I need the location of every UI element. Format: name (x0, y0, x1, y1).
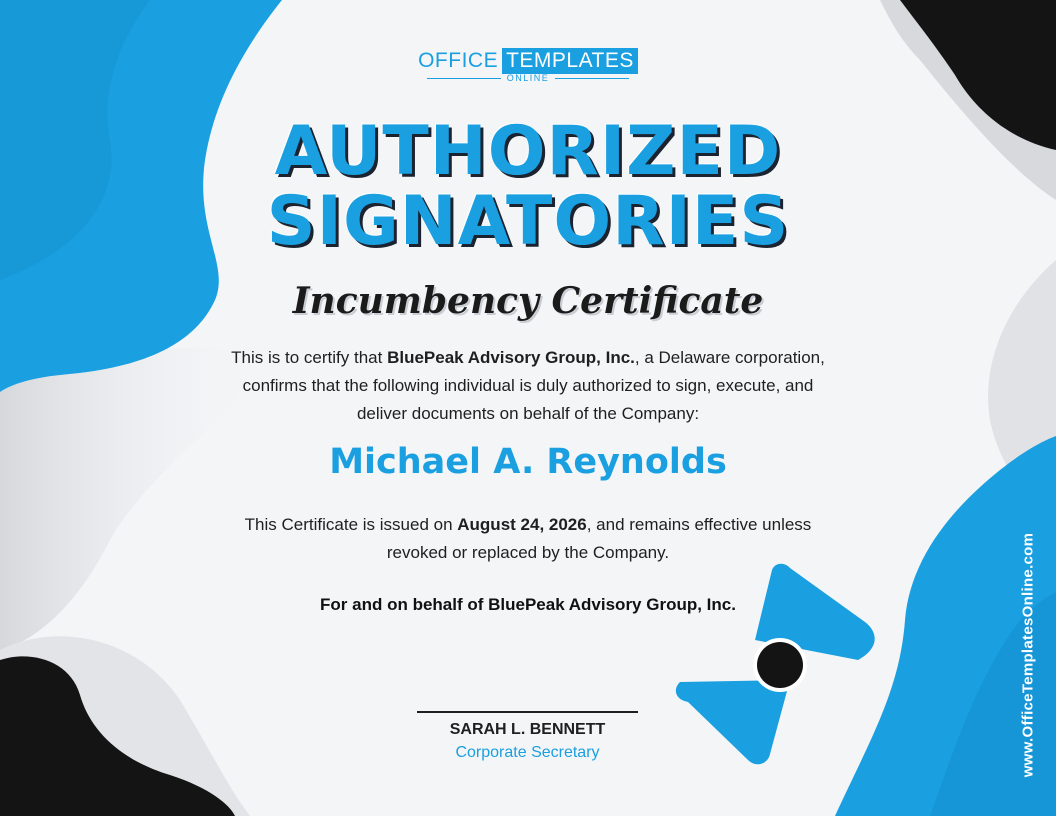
company-name: BluePeak Advisory Group, Inc. (387, 348, 635, 367)
certificate-subtitle: Incumbency Certificate (292, 280, 764, 322)
on-behalf-line: For and on behalf of BluePeak Advisory Group, Inc. (320, 595, 736, 614)
logo-text-office: OFFICE (418, 49, 499, 72)
intro-paragraph (0, 344, 1056, 428)
issued-line-2: revoked or replaced by the Company. (386, 543, 670, 562)
title-line-1: AUTHORIZED (274, 112, 782, 191)
issued-pre: This Certificate is issued on (244, 515, 458, 534)
website-url (1016, 500, 1040, 810)
signature-line (417, 711, 638, 713)
intro-line-1 (0, 344, 1056, 372)
intro-pre: This is to certify that (231, 348, 388, 367)
issued-paragraph (0, 511, 1056, 567)
intro-line-3: deliver documents on behalf of the Company: (356, 404, 700, 423)
recipient-name: Michael A. Reynolds (329, 442, 727, 482)
emblem-icon (676, 564, 875, 765)
certificate-title (0, 112, 1056, 261)
intro-line-2: confirms that the following individual is duly authorized to sign, execute, and (242, 376, 814, 395)
signatory-name: SARAH L. BENNETT (449, 721, 606, 738)
issued-post: , and remains effective unless (586, 515, 812, 534)
title-line-2: SIGNATORIES (266, 182, 790, 261)
intro-post: , a Delaware corporation, (634, 348, 825, 367)
website-url-text: www.OfficeTemplatesOnline.com (1019, 532, 1037, 778)
logo-text-templates: TEMPLATES (502, 48, 638, 74)
logo-rule-left (427, 78, 501, 79)
issue-date: August 24, 2026 (457, 515, 587, 534)
logo (0, 48, 1056, 83)
signatory-title: Corporate Secretary (455, 744, 600, 761)
logo-text-online: ONLINE (506, 73, 550, 83)
logo-rule-right (555, 78, 629, 79)
issued-line-1 (0, 511, 1056, 539)
